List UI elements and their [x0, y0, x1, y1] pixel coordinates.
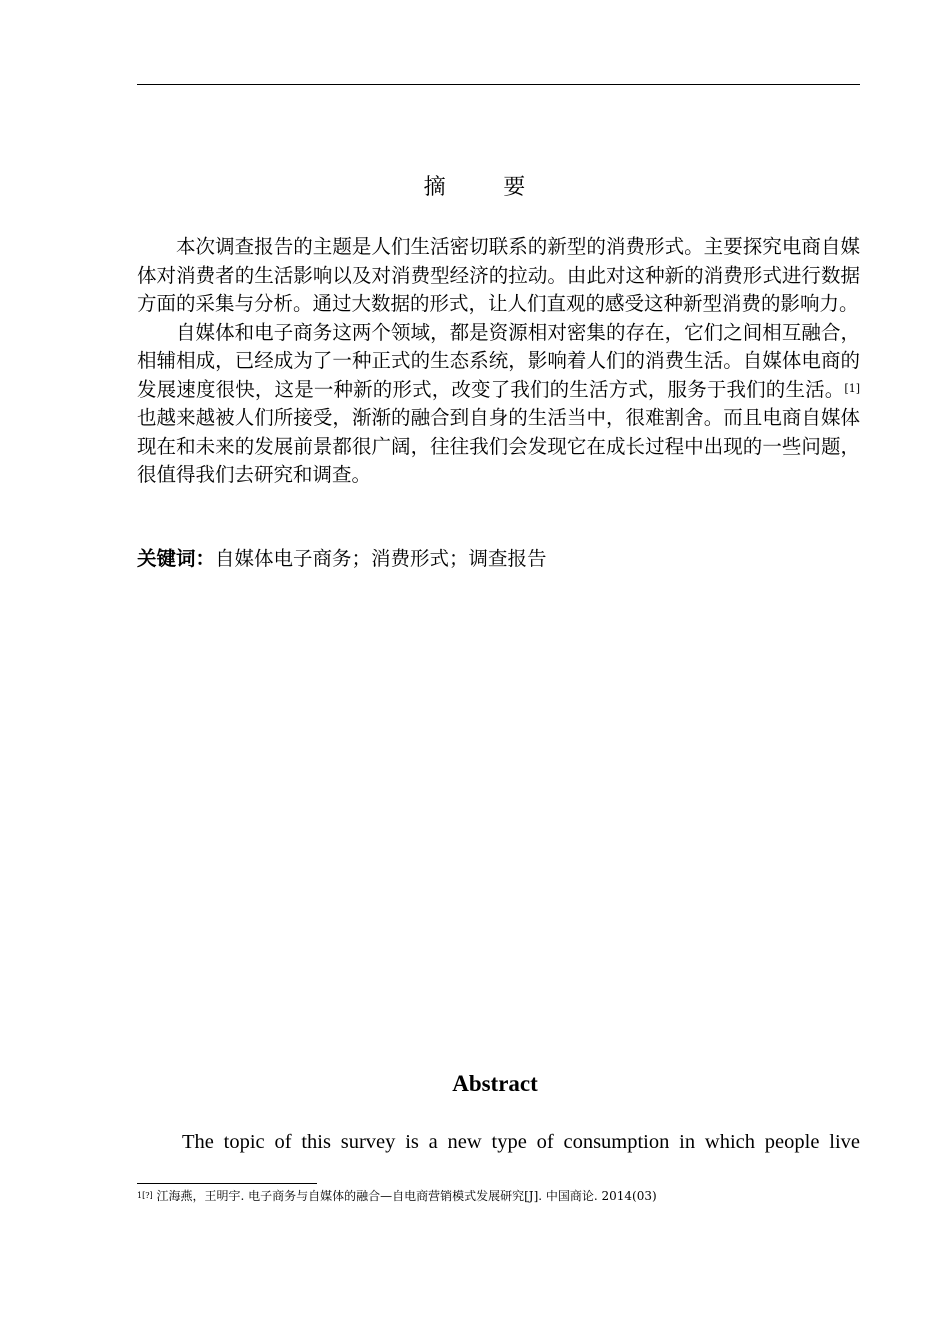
abstract-body-en	[137, 1128, 860, 1156]
footnote-rule	[137, 1183, 317, 1184]
abstract-en-first-line: The topic of this survey is a new type of consumption in which people live	[182, 1131, 860, 1153]
keywords-label: 关键词：	[137, 547, 216, 570]
footnote	[137, 1187, 860, 1205]
footnote-text: 江海燕，王明宇. 电子商务与自媒体的融合—自电商营销模式发展研究[J]. 中国商论. 2014(03)	[152, 1189, 657, 1203]
abstract-body-cn	[137, 233, 860, 490]
citation-mark[interactable]: [1]	[844, 381, 860, 395]
abstract-paragraph-2	[137, 319, 860, 490]
header-rule	[137, 84, 860, 85]
abstract-title-en: Abstract	[452, 1071, 538, 1097]
abstract-title-cn: 摘 要	[423, 174, 527, 200]
keywords-value: 自媒体电子商务；消费形式；调查报告	[215, 547, 547, 570]
abstract-paragraph-1: 本次调查报告的主题是人们生活密切联系的新型的消费形式。主要探究电商自媒体对消费者的生活影响以及对消费型经济的拉动。由此对这种新的消费形式进行数据方面的采集与分析。通过大数据的形式，让人们直观的感受这种新型消费的影响力。	[137, 235, 860, 315]
paragraph-2-text-a: 自媒体和电子商务这两个领域，都是资源相对密集的存在，它们之间相互融合，相辅相成，已经成为了一种正式的生态系统，影响着人们的消费生活。自媒体电商的发展速度很快，这是一种新的形式，改变了我们的生活方式，服务于我们的生活。	[137, 320, 860, 401]
keywords-line	[137, 545, 860, 573]
paragraph-2-text-b: 也越来越被人们所接受，渐渐的融合到自身的生活当中，很难割舍。而且电商自媒体现在和未来的发展前景都很广阔，往往我们会发现它在成长过程中出现的一些问题，很值得我们去研究和调查。	[137, 406, 860, 486]
footnote-mark: 1[?]	[137, 1191, 153, 1200]
